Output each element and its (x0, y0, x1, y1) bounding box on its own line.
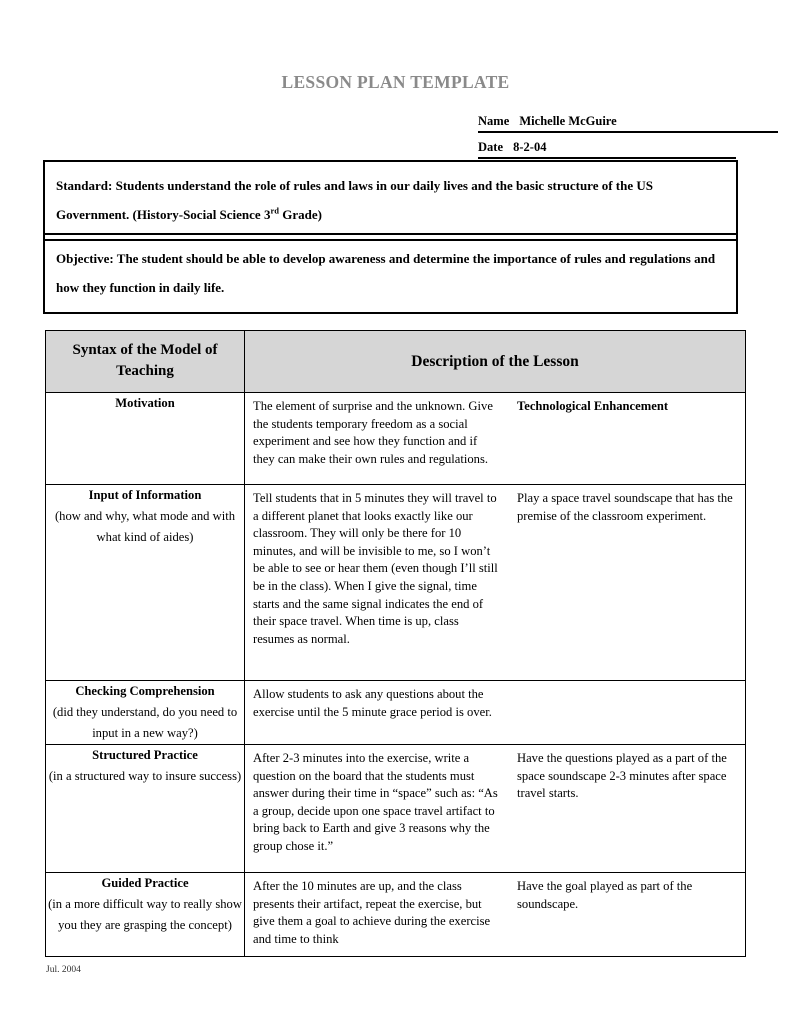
description-text: Tell students that in 5 minutes they will travel to a different planet that looks exactly like our classroom. They will only be there for 10 minutes, and will be invisible to me, so I won’t be able to see or hear them (even though I’ll still be in the class). When I give the signal, time starts and the same signal indicates the end of their space travel. When time is up, class resumes as normal. (253, 491, 498, 646)
syntax-subtitle: (did they understand, do you need to input in a new way?) (52, 705, 238, 740)
description-cell (245, 873, 746, 957)
standard-text-part2: Grade) (278, 207, 322, 222)
syntax-cell (46, 485, 245, 681)
description-cell (245, 393, 746, 485)
description-text: Allow students to ask any questions about the exercise until the 5 minute grace period is over. (253, 687, 492, 719)
table-row (46, 393, 746, 485)
lesson-plan-table (45, 330, 746, 957)
description-cell (245, 745, 746, 873)
description-cell (245, 485, 746, 681)
technology-text (507, 681, 745, 694)
syntax-subtitle: (how and why, what mode and with what kind of aides) (54, 509, 235, 544)
technology-text: Technological Enhancement (517, 399, 669, 413)
header-syntax: Syntax of the Model of Teaching (46, 331, 245, 393)
table-row (46, 745, 746, 873)
objective-box (43, 233, 738, 314)
header-description: Description of the Lesson (245, 331, 746, 393)
description-cell (245, 681, 746, 745)
syntax-title: Checking Comprehension (75, 684, 215, 698)
syntax-title: Input of Information (88, 488, 202, 502)
standard-text-part1: Students understand the role of rules and laws in our daily lives and the basic structure of the US Government. (History-Social Science 3 (56, 178, 654, 222)
technology-text: Have the questions played as a part of the space soundscape 2-3 minutes after space travel starts. (517, 751, 727, 801)
syntax-cell (46, 393, 245, 485)
page-title: LESSON PLAN TEMPLATE (281, 72, 510, 92)
syntax-cell (46, 745, 245, 873)
author-meta-block (478, 113, 778, 165)
syntax-cell (46, 681, 245, 745)
objective-text: The student should be able to develop awareness and determine the importance of rules and regulations and how they function in daily life. (56, 251, 716, 295)
table-header-row (46, 331, 746, 393)
syntax-title: Motivation (115, 396, 175, 410)
name-field-line (478, 113, 778, 133)
table-row (46, 873, 746, 957)
syntax-cell (46, 873, 245, 957)
date-value: 8-2-04 (513, 140, 547, 154)
objective-label: Objective: (56, 251, 114, 266)
name-label: Name (478, 114, 510, 128)
description-text: After the 10 minutes are up, and the class presents their artifact, repeat the exercise, but give them a goal to achieve during the exercise and time to think (253, 879, 491, 946)
description-text: The element of surprise and the unknown. Give the students temporary freedom as a social experiment and see how they function and if they can make their own rules and regulations. (253, 399, 493, 466)
syntax-title: Guided Practice (101, 876, 189, 890)
date-field-line (478, 139, 736, 159)
description-text: After 2-3 minutes into the exercise, write a question on the board that the students must answer during their time in “space” such as: “As a group, decide upon one space travel artifact to bring back to Earth and give 3 reasons why the group chose it.” (253, 751, 498, 853)
syntax-title: Structured Practice (92, 748, 198, 762)
standard-label: Standard: (56, 178, 113, 193)
standard-superscript: rd (270, 205, 279, 216)
syntax-subtitle: (in a structured way to insure success) (48, 769, 242, 783)
technology-text: Play a space travel soundscape that has the premise of the classroom experiment. (517, 491, 733, 523)
page-footer: Jul. 2004 (46, 965, 81, 975)
name-value: Michelle McGuire (519, 114, 617, 128)
table-row (46, 485, 746, 681)
technology-text: Have the goal played as part of the soundscape. (517, 879, 693, 911)
syntax-subtitle: (in a more difficult way to really show you they are grasping the concept) (48, 897, 242, 932)
date-label: Date (478, 140, 503, 154)
table-row (46, 681, 746, 745)
standard-box (43, 160, 738, 241)
